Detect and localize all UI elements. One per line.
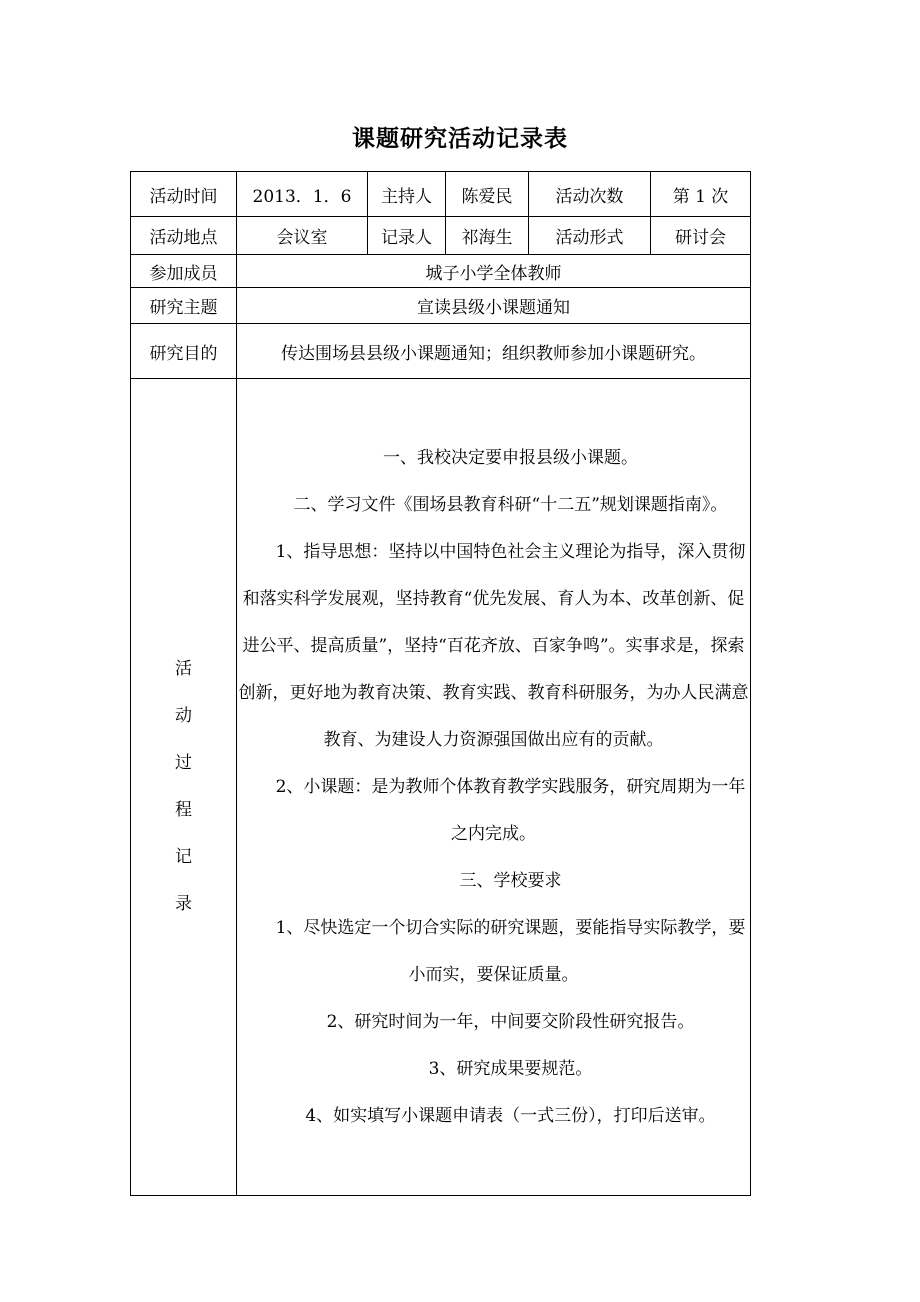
recorder-label: 记录人 (368, 217, 446, 255)
process-paragraph: 2、研究时间为一年，中间要交阶段性研究报告。 (326, 1011, 695, 1032)
process-paragraph: 二、学习文件《围场县教育科研“十二五”规划课题指南》。 (293, 494, 728, 515)
process-label-char: 程 (175, 800, 192, 820)
table-row (131, 217, 751, 255)
members-label: 参加成员 (131, 255, 237, 288)
process-label-char: 活 (175, 659, 192, 679)
table-row (131, 379, 751, 1196)
table-row (131, 255, 751, 288)
theme-value: 宣读县级小课题通知 (237, 288, 751, 324)
process-content (237, 379, 751, 1196)
process-paragraph: 2、小课题：是为教师个体教育教学实践服务，研究周期为一年之内完成。 (275, 776, 746, 844)
process-label-char: 动 (175, 706, 192, 726)
process-label-char: 录 (175, 894, 192, 914)
purpose-value: 传达围场县县级小课题通知；组织教师参加小课题研究。 (237, 324, 751, 379)
process-paragraph: 1、指导思想：坚持以中国特色社会主义理论为指导，深入贯彻和落实科学发展观，坚持教育“优先发展、育人为本、改革创新、促进公平、提高质量”，坚持“百花齐放、百家争鸣”。实事求是，探索创新，更好地为教育决策、教育实践、教育科研服务，为办人民满意教育、为建设人力资源强国做出应有的贡献。 (238, 541, 749, 750)
process-label-vertical (174, 646, 194, 928)
activity-record-table (130, 171, 751, 1196)
activity-count-value: 第 1 次 (651, 172, 751, 217)
activity-place-value: 会议室 (237, 217, 368, 255)
activity-count-label: 活动次数 (529, 172, 651, 217)
activity-time-value: 2013．1．6 (237, 172, 368, 217)
process-paragraph: 4、如实填写小课题申请表（一式三份），打印后送审。 (305, 1105, 716, 1126)
theme-label: 研究主题 (131, 288, 237, 324)
table-row (131, 172, 751, 217)
process-label-char: 记 (175, 847, 192, 867)
activity-time-label: 活动时间 (131, 172, 237, 217)
members-value: 城子小学全体教师 (237, 255, 751, 288)
process-paragraph: 3、研究成果要规范。 (428, 1058, 593, 1079)
activity-form-label: 活动形式 (529, 217, 651, 255)
recorder-value: 祁海生 (446, 217, 529, 255)
activity-place-label: 活动地点 (131, 217, 237, 255)
table-row (131, 288, 751, 324)
process-paragraph: 一、我校决定要申报县级小课题。 (383, 447, 638, 468)
activity-form-value: 研讨会 (651, 217, 751, 255)
purpose-label: 研究目的 (131, 324, 237, 379)
document-title: 课题研究活动记录表 (352, 125, 568, 152)
host-value: 陈爱民 (446, 172, 529, 217)
process-label-cell (131, 379, 237, 1196)
host-label: 主持人 (368, 172, 446, 217)
process-label-char: 过 (175, 753, 192, 773)
process-paragraph: 1、尽快选定一个切合实际的研究课题，要能指导实际教学，要小而实，要保证质量。 (275, 917, 746, 985)
table-row (131, 324, 751, 379)
process-paragraph: 三、学校要求 (459, 870, 562, 891)
